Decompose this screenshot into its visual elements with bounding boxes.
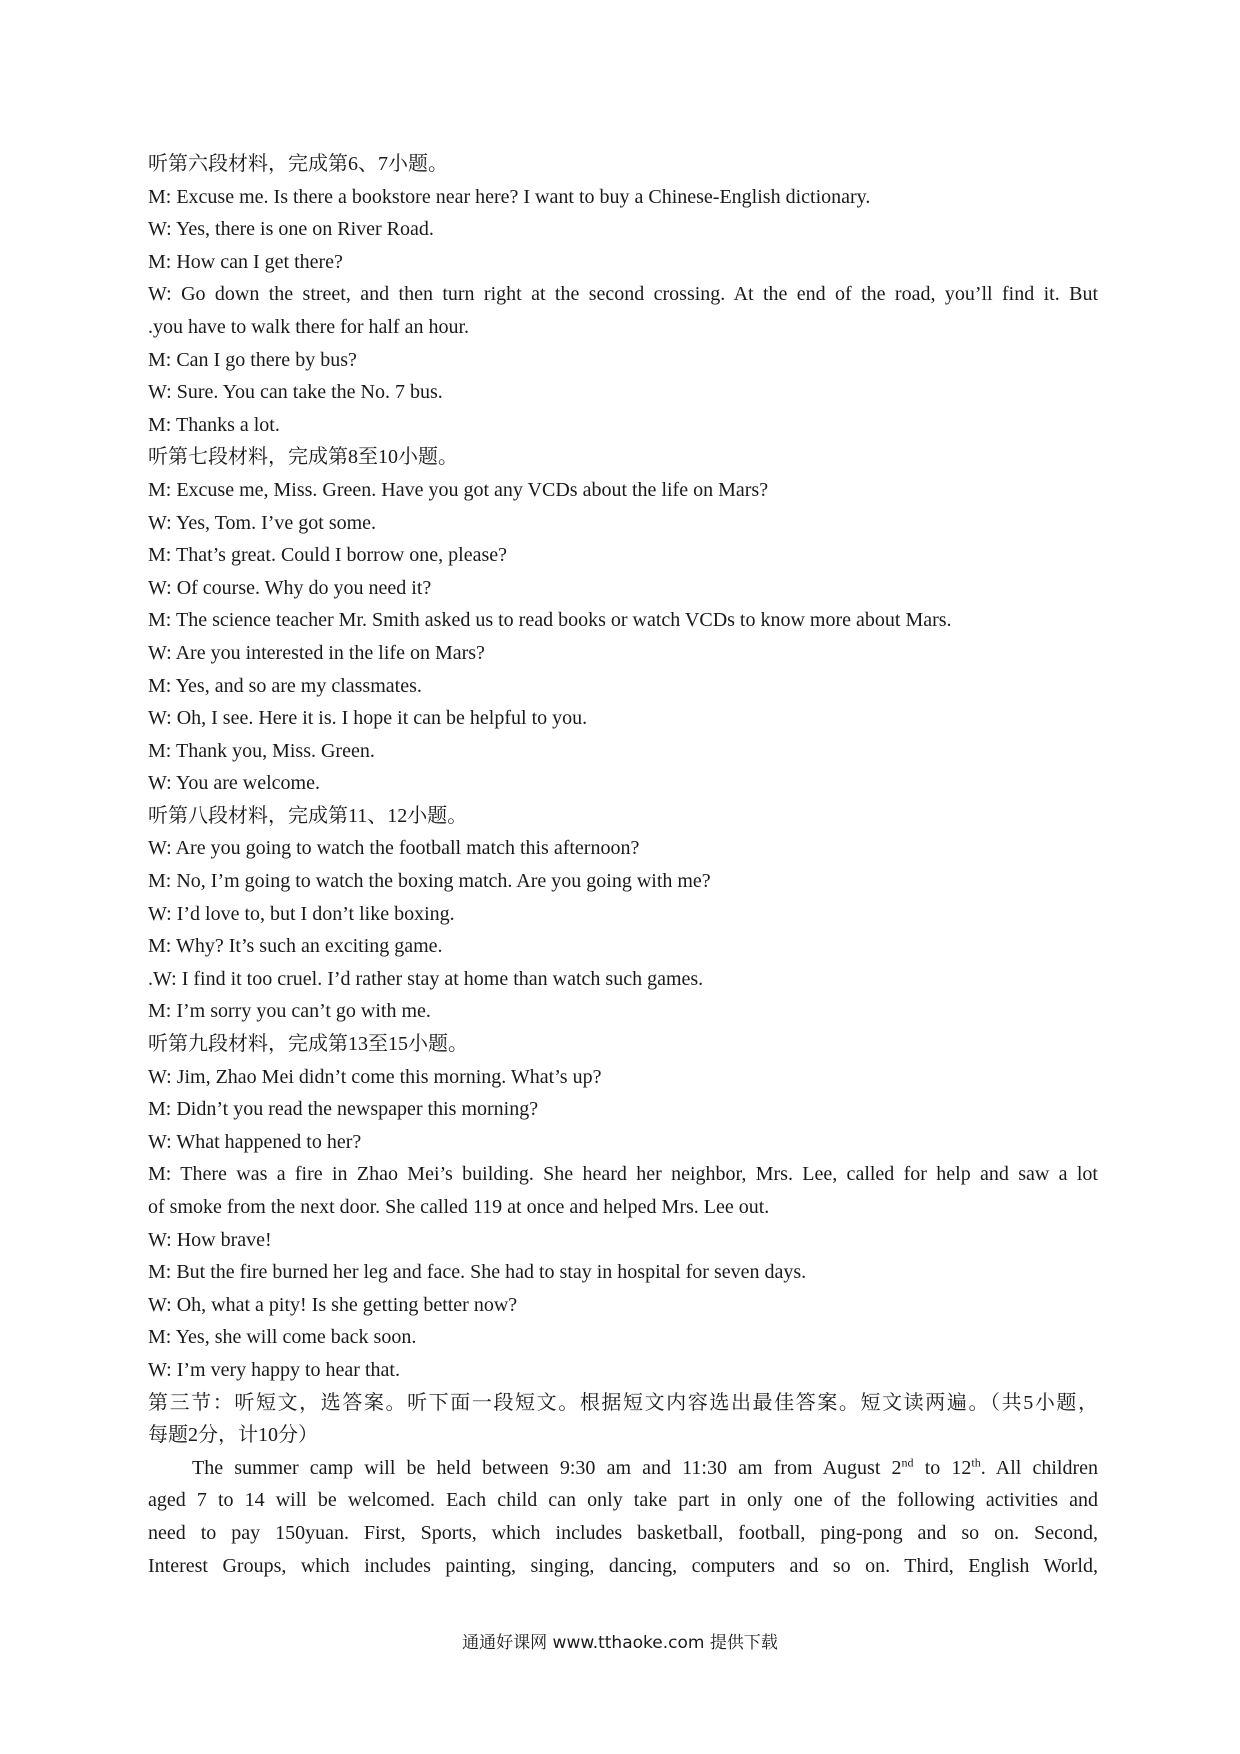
- dialogue-line: M: I’m sorry you can’t go with me.: [148, 1000, 431, 1023]
- dialogue-line: M: That’s great. Could I borrow one, please?: [148, 544, 507, 567]
- dialogue-line: W: I’m very happy to hear that.: [148, 1358, 400, 1381]
- passage-line: [148, 1452, 1098, 1485]
- dialogue-line: M: Why? It’s such an exciting game.: [148, 935, 443, 958]
- dialogue-line: .you have to walk there for half an hour.: [148, 315, 470, 338]
- dialogue-line: W: Sure. You can take the No. 7 bus.: [148, 381, 443, 404]
- dialogue-line: M: Yes, she will come back soon.: [148, 1326, 417, 1349]
- dialogue-line: W: Yes, Tom. I’ve got some.: [148, 511, 377, 534]
- dialogue-line: W: Of course. Why do you need it?: [148, 576, 432, 599]
- dialogue-line: M: Yes, and so are my classmates.: [148, 674, 422, 697]
- dialogue-line: W: Go down the street, and then turn right at the second crossing. At the end of the road, you’ll find it. But: [148, 283, 1098, 306]
- section-instruction: 每题2分，计10分）: [148, 1424, 318, 1447]
- document-body: [148, 148, 1098, 1582]
- dialogue-line: W: Yes, there is one on River Road.: [148, 218, 434, 241]
- dialogue-line: .W: I find it too cruel. I’d rather stay at home than watch such games.: [148, 967, 704, 990]
- dialogue-line: M: No, I’m going to watch the boxing match. Are you going with me?: [148, 870, 711, 893]
- dialogue-line: W: Jim, Zhao Mei didn’t come this morning. What’s up?: [148, 1065, 602, 1088]
- section-heading: 听第七段材料，完成第8至10小题。: [148, 446, 458, 469]
- dialogue-line: M: Excuse me, Miss. Green. Have you got any VCDs about the life on Mars?: [148, 478, 769, 501]
- section-heading: 听第六段材料，完成第6、7小题。: [148, 153, 448, 175]
- ordinal-suffix: nd: [901, 1455, 914, 1470]
- section-heading: 听第八段材料，完成第11、12小题。: [148, 804, 468, 827]
- passage-line: need to pay 150yuan. First, Sports, which includes basketball, football, ping-pong and so on. Second,: [148, 1521, 1098, 1544]
- passage-line: Interest Groups, which includes painting, singing, dancing, computers and so on. Third, English World,: [148, 1554, 1098, 1577]
- dialogue-line: M: The science teacher Mr. Smith asked us to read books or watch VCDs to know more about Mars.: [148, 609, 952, 632]
- dialogue-line: M: Excuse me. Is there a bookstore near here? I want to buy a Chinese-English dictionary.: [148, 185, 871, 208]
- dialogue-line: M: Didn’t you read the newspaper this morning?: [148, 1098, 539, 1121]
- passage-text: to 12: [913, 1456, 972, 1479]
- passage-text: The summer camp will be held between 9:30 am and 11:30 am from August 2: [192, 1456, 902, 1479]
- dialogue-line: W: Are you going to watch the football match this afternoon?: [148, 837, 640, 860]
- dialogue-line: W: Oh, what a pity! Is she getting better now?: [148, 1293, 518, 1316]
- dialogue-line: M: Thanks a lot.: [148, 413, 280, 436]
- section-heading: 听第九段材料，完成第13至15小题。: [148, 1033, 468, 1056]
- dialogue-line: W: What happened to her?: [148, 1130, 362, 1153]
- dialogue-line: W: How brave!: [148, 1228, 272, 1251]
- passage-text: . All children: [980, 1456, 1098, 1479]
- dialogue-line: M: But the fire burned her leg and face. She had to stay in hospital for seven days.: [148, 1261, 807, 1284]
- dialogue-line: M: How can I get there?: [148, 250, 343, 273]
- dialogue-line: W: You are welcome.: [148, 772, 320, 795]
- dialogue-line: M: Thank you, Miss. Green.: [148, 739, 375, 762]
- footer-source: 通通好课网 www.tthaoke.com 提供下载: [462, 1633, 778, 1653]
- dialogue-line: M: Can I go there by bus?: [148, 348, 357, 371]
- passage-line: aged 7 to 14 will be welcomed. Each child can only take part in only one of the following activities and: [148, 1489, 1098, 1512]
- ordinal-suffix: th: [971, 1455, 981, 1470]
- section-instruction: 第三节：听短文，选答案。听下面一段短文。根据短文内容选出最佳答案。短文读两遍。（共5小题，: [148, 1391, 1098, 1414]
- dialogue-line: W: Are you interested in the life on Mars?: [148, 641, 485, 664]
- dialogue-line: of smoke from the next door. She called 119 at once and helped Mrs. Lee out.: [148, 1196, 770, 1218]
- dialogue-line: W: Oh, I see. Here it is. I hope it can be helpful to you.: [148, 707, 588, 730]
- dialogue-line: W: I’d love to, but I don’t like boxing.: [148, 902, 455, 925]
- dialogue-line: M: There was a fire in Zhao Mei’s building. She heard her neighbor, Mrs. Lee, called for help and saw a lot: [148, 1163, 1098, 1186]
